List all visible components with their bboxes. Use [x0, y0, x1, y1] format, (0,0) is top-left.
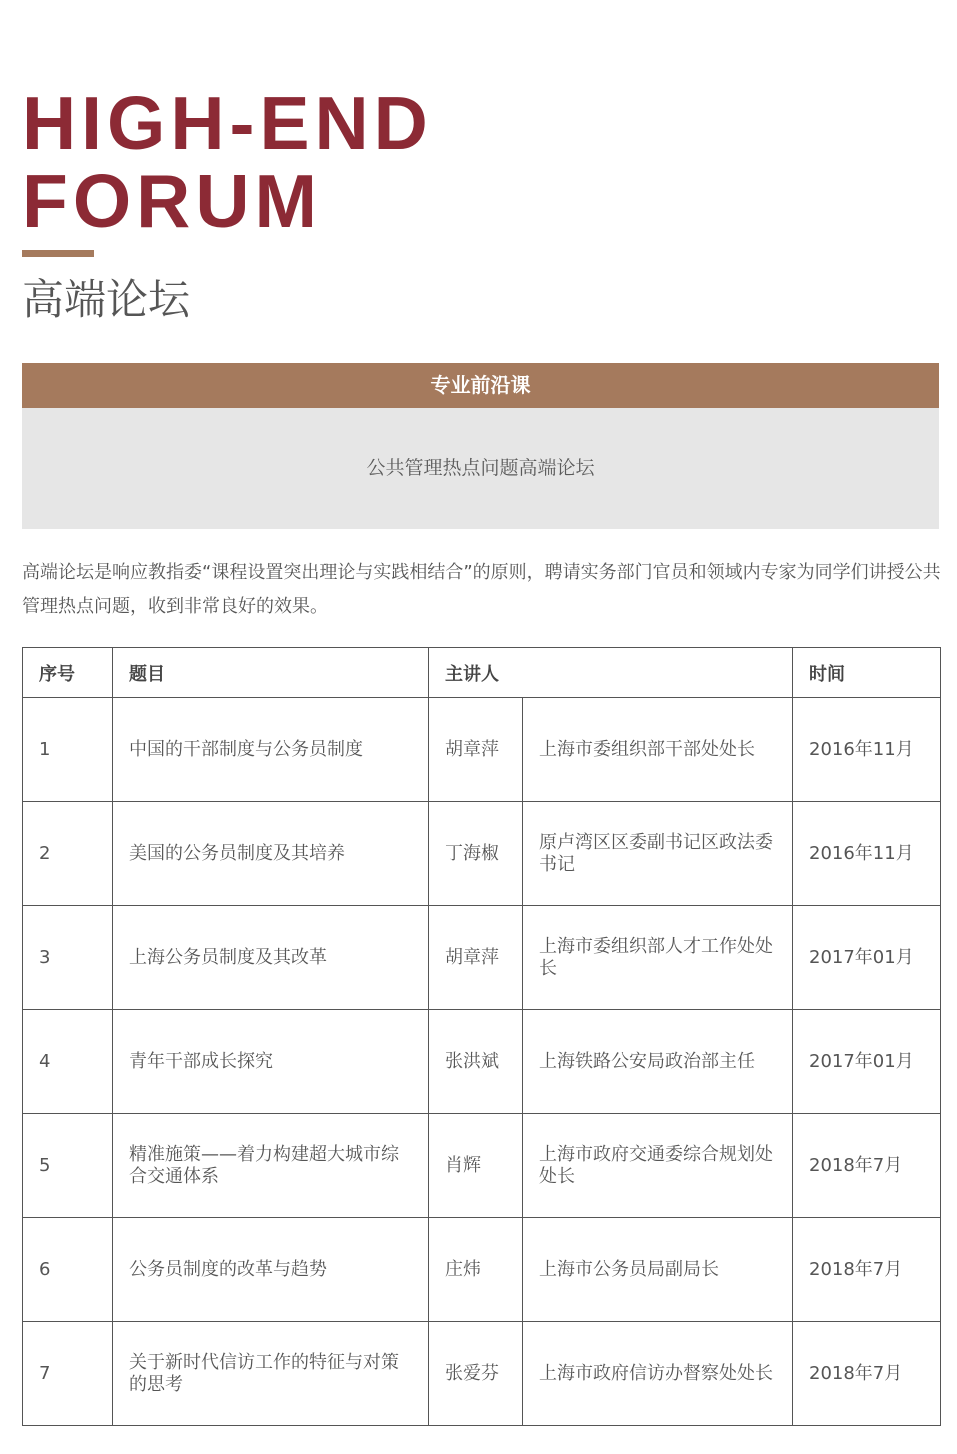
row-speaker-title: 上海市公务员局副局长	[523, 1218, 793, 1322]
table-row	[23, 906, 941, 1010]
row-time: 2017年01月	[793, 1010, 941, 1114]
row-index: 7	[23, 1322, 113, 1426]
title-english	[22, 81, 433, 243]
course-box	[22, 363, 939, 529]
row-index: 4	[23, 1010, 113, 1114]
header-index: 序号	[23, 648, 113, 698]
row-speaker: 丁海椒	[429, 802, 523, 906]
row-time: 2018年7月	[793, 1218, 941, 1322]
title-divider	[22, 250, 94, 257]
forum-schedule-table	[22, 647, 941, 1426]
row-topic: 精准施策——着力构建超大城市综合交通体系	[113, 1114, 429, 1218]
header-time: 时间	[793, 648, 941, 698]
row-index: 5	[23, 1114, 113, 1218]
row-speaker-title: 上海市委组织部人才工作处处长	[523, 906, 793, 1010]
row-topic: 公务员制度的改革与趋势	[113, 1218, 429, 1322]
row-index: 2	[23, 802, 113, 906]
row-index: 6	[23, 1218, 113, 1322]
table-row	[23, 1010, 941, 1114]
header-topic: 题目	[113, 648, 429, 698]
intro-paragraph: 高端论坛是响应教指委“课程设置突出理论与实践相结合”的原则，聘请实务部门官员和领域内专家为同学们讲授公共管理热点问题，收到非常良好的效果。	[22, 562, 941, 617]
title-chinese: 高端论坛	[22, 275, 191, 324]
row-time: 2018年7月	[793, 1322, 941, 1426]
row-speaker-title: 上海市政府交通委综合规划处处长	[523, 1114, 793, 1218]
row-time: 2018年7月	[793, 1114, 941, 1218]
table-header-row	[23, 648, 941, 698]
course-category: 专业前沿课	[22, 363, 939, 408]
header-speaker: 主讲人	[429, 648, 793, 698]
row-speaker-title: 上海市政府信访办督察处处长	[523, 1322, 793, 1426]
row-speaker-title: 上海市委组织部干部处处长	[523, 698, 793, 802]
row-time: 2016年11月	[793, 802, 941, 906]
row-speaker: 肖辉	[429, 1114, 523, 1218]
row-speaker: 张洪斌	[429, 1010, 523, 1114]
title-english-line2: FORUM	[22, 159, 322, 243]
row-speaker: 胡章萍	[429, 906, 523, 1010]
row-speaker-title: 上海铁路公安局政治部主任	[523, 1010, 793, 1114]
row-speaker: 胡章萍	[429, 698, 523, 802]
row-topic: 关于新时代信访工作的特征与对策的思考	[113, 1322, 429, 1426]
row-time: 2017年01月	[793, 906, 941, 1010]
row-topic: 青年干部成长探究	[113, 1010, 429, 1114]
row-topic: 上海公务员制度及其改革	[113, 906, 429, 1010]
row-topic: 中国的干部制度与公务员制度	[113, 698, 429, 802]
row-topic: 美国的公务员制度及其培养	[113, 802, 429, 906]
table-row	[23, 1322, 941, 1426]
table-row	[23, 1114, 941, 1218]
course-name: 公共管理热点问题高端论坛	[366, 457, 595, 479]
row-index: 1	[23, 698, 113, 802]
table-row	[23, 698, 941, 802]
row-speaker: 庄炜	[429, 1218, 523, 1322]
table-row	[23, 1218, 941, 1322]
row-speaker: 张爱芬	[429, 1322, 523, 1426]
row-time: 2016年11月	[793, 698, 941, 802]
title-english-line1: HIGH-END	[22, 81, 433, 165]
row-speaker-title: 原卢湾区区委副书记区政法委书记	[523, 802, 793, 906]
row-index: 3	[23, 906, 113, 1010]
table-row	[23, 802, 941, 906]
